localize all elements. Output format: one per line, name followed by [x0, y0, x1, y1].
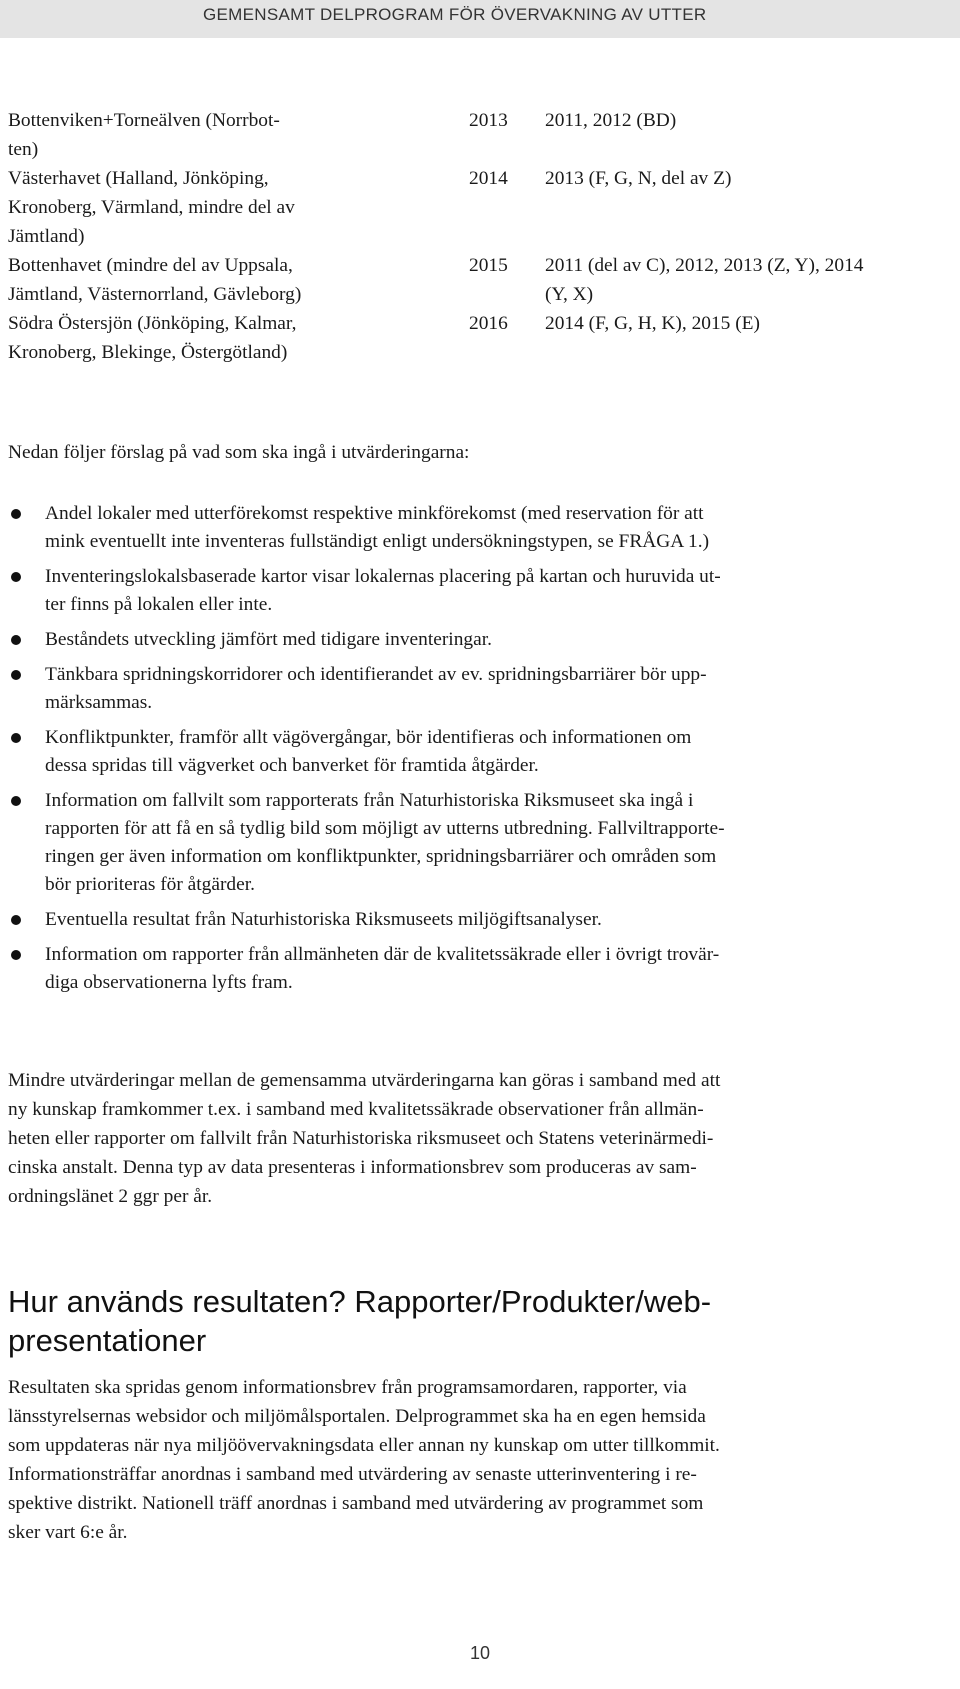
- year-cell: 2014: [469, 168, 508, 189]
- period-cell: 2011, 2012 (BD): [545, 110, 677, 131]
- interim-evaluation-paragraph: Mindre utvärderingar mellan de gemensamma utvärderingarna kan göras i samband med att ny kunskap framkommer t.ex. i samband med kvalitetssäkrade observationer från allmän- heten eller rapporter om fallvilt från Naturhistoriska riksmuseet och Statens veterinärmedi- cinska anstalt. Denna typ av data presenteras i informationsbrev som produceras av sam- ordningslänet 2 ggr per år.: [8, 1070, 721, 1207]
- list-item: Inventeringslokalsbaserade kartor visar lokalernas placering på kartan och huruvida ut- ter finns på lokalen eller inte.: [8, 563, 956, 619]
- bullet-icon: [11, 670, 21, 680]
- bullet-icon: [11, 796, 21, 806]
- list-item: Andel lokaler med utterförekomst respektive minkförekomst (med reservation för att mink eventuellt inte inventeras fullständigt enligt undersökningstypen, se FRÅGA 1.): [8, 500, 956, 556]
- region-cell: Bottenviken+Torneälven (Norrbot- ten): [8, 110, 280, 160]
- year-cell: 2015: [469, 255, 508, 276]
- period-cell: 2013 (F, G, N, del av Z): [545, 168, 732, 189]
- period-cell: 2011 (del av C), 2012, 2013 (Z, Y), 2014 (Y, X): [545, 255, 864, 305]
- table-row: [8, 309, 956, 367]
- page-header: [0, 0, 960, 38]
- results-paragraph: Resultaten ska spridas genom informationsbrev från programsamordaren, rapporter, via länsstyrelsernas websidor och miljömålsportalen. Delprogrammet ska ha en egen hemsida som uppdateras när nya miljöövervakningsdata eller annan ny kunskap om utter tillkommit. Informationsträffar anordnas i samband med utvärdering av senaste utterinventering i re- spektive distrikt. Nationell träff anordnas i samband med utvärdering av programmet som sker vart 6:e år.: [8, 1377, 720, 1543]
- table-row: [8, 251, 956, 309]
- list-item: Konfliktpunkter, framför allt vägövergångar, bör identifieras och informationen om dessa spridas till vägverket och banverket för framtida åtgärder.: [8, 724, 956, 780]
- region-cell: Västerhavet (Halland, Jönköping, Kronoberg, Värmland, mindre del av Jämtland): [8, 168, 295, 247]
- region-cell: Bottenhavet (mindre del av Uppsala, Jämtland, Västernorrland, Gävleborg): [8, 255, 302, 305]
- period-cell: 2014 (F, G, H, K), 2015 (E): [545, 313, 760, 334]
- year-cell: 2013: [469, 110, 508, 131]
- section-heading: Hur används resultaten? Rapporter/Produkter/web- presentationer: [8, 1284, 712, 1358]
- bullet-icon: [11, 509, 21, 519]
- bullet-icon: [11, 950, 21, 960]
- bullet-icon: [11, 635, 21, 645]
- region-cell: Södra Östersjön (Jönköping, Kalmar, Kronoberg, Blekinge, Östergötland): [8, 313, 297, 363]
- list-item: Eventuella resultat från Naturhistoriska Riksmuseets miljögiftsanalyser.: [8, 906, 956, 934]
- list-item: Information om rapporter från allmänheten där de kvalitetssäkrade eller i övrigt trovär- diga observationerna lyfts fram.: [8, 941, 956, 997]
- list-item: Information om fallvilt som rapporterats från Naturhistoriska Riksmuseet ska ingå i rapporten för att få en så tydlig bild som möjligt av utterns utbredning. Fallviltrapporte- ringen ger även information om konfliktpunkter, spridningsbarriärer och områden som bör prioriteras för åtgärder.: [8, 787, 956, 899]
- table-row: [8, 164, 956, 251]
- page-number: 10: [469, 1643, 491, 1663]
- intro-text: Nedan följer förslag på vad som ska ingå i utvärderingarna:: [8, 442, 470, 463]
- list-item: Beståndets utveckling jämfört med tidigare inventeringar.: [8, 626, 956, 654]
- bullet-icon: [11, 733, 21, 743]
- bullet-icon: [11, 572, 21, 582]
- evaluation-bullet-list: [8, 500, 956, 1004]
- region-schedule-table: [8, 106, 956, 367]
- table-row: [8, 106, 956, 164]
- header-title: GEMENSAMT DELPROGRAM FÖR ÖVERVAKNING AV UTTER: [203, 5, 707, 24]
- bullet-icon: [11, 915, 21, 925]
- year-cell: 2016: [469, 313, 508, 334]
- list-item: Tänkbara spridningskorridorer och identifierandet av ev. spridningsbarriärer bör upp- märksammas.: [8, 661, 956, 717]
